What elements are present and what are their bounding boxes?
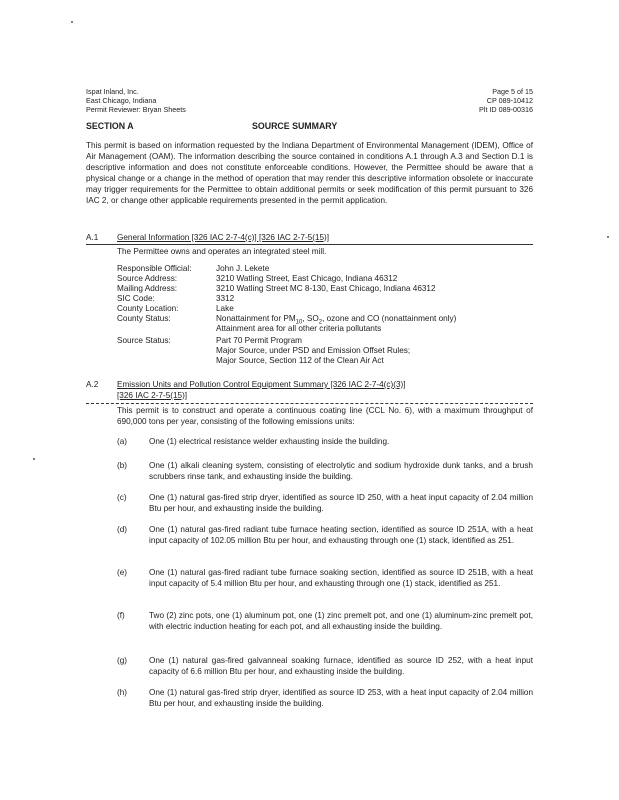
list-item-text: One (1) alkali cleaning system, consisting of electrolytic and sodium hydroxide dunk tanks, and a brush scrubbers rinse tank, and exhausting inside the building. <box>149 461 533 481</box>
a1-row-key: County Location: <box>117 304 179 313</box>
a1-row-value: Lake <box>216 304 234 313</box>
a1-heading: General Information [326 IAC 2-7-4(c)] [326 IAC 2-7-5(15)] <box>117 233 330 242</box>
a2-heading-line1: Emission Units and Pollution Control Equipment Summary [326 IAC 2-7-4(c)(3)] <box>117 380 406 389</box>
a1-row-value: Attainment area for all other criteria pollutants <box>216 324 382 333</box>
header-location: East Chicago, Indiana <box>86 96 157 105</box>
a1-row-value: 3210 Watling Street, East Chicago, Indiana 46312 <box>216 274 398 283</box>
a1-row-value: Nonattainment for $PM_{10}$, $SO_2$, ozone and CO (nonattainment only) <box>216 314 457 326</box>
header-left <box>86 87 186 114</box>
list-item-text: One (1) natural gas-fired strip dryer, identified as source ID 250, with a heat input capacity of 2.04 million Btu per hour, and exhausting inside the building. <box>149 493 533 513</box>
list-item-label: (f) <box>117 611 125 620</box>
a1-row-key: Source Address: <box>117 274 178 283</box>
list-item-text: One (1) natural gas-fired radiant tube furnace heating section, identified as source ID 251A, with a heat input capacity of 102.05 million Btu per hour, and exhausting through one (1) stack, identified as 251. <box>149 525 533 545</box>
list-item-label: (c) <box>117 493 127 502</box>
a1-lead: The Permittee owns and operates an integrated steel mill. <box>117 247 327 256</box>
a2-rule <box>86 403 533 404</box>
a1-number: A.1 <box>86 233 99 242</box>
section-label: SECTION A <box>86 121 134 131</box>
scan-speck <box>71 21 73 23</box>
intro-paragraph <box>86 140 533 206</box>
header-reviewer: Permit Reviewer: Bryan Sheets <box>86 105 186 114</box>
a2-heading-line2: [326 IAC 2-7-5(15)] <box>117 391 188 400</box>
header-plant-id: Plt ID 089-00316 <box>479 105 533 114</box>
a1-row-key: Responsible Official: <box>117 264 192 273</box>
a1-row-value: 3210 Watling Street MC 8-130, East Chicago, Indiana 46312 <box>216 284 436 293</box>
a1-row-value: Part 70 Permit Program <box>216 336 302 345</box>
a1-row-key: Mailing Address: <box>117 284 178 293</box>
scan-speck <box>33 458 35 460</box>
header-company: Ispat Inland, Inc. <box>86 87 139 96</box>
intro-text: This permit is based on information requested by the Indiana Department of Environmental Management (IDEM), Office of Air Management (OAM). The information describing the source contained in conditions A.1 through A.3 and Section D.1 is descriptive information and does not constitute enforceable conditions. However, the Permittee should be aware that a physical change or a change in the method of operation that may render this descriptive information obsolete or inaccurate may trigger requirements for the Permittee to obtain additional permits or seek modification of this permit pursuant to 326 IAC 2, or change other applicable requirements presented in the permit application. <box>86 141 533 205</box>
a1-row-key: SIC Code: <box>117 294 155 303</box>
header-page-number: Page 5 of 15 <box>492 87 533 96</box>
list-item-label: (b) <box>117 461 128 470</box>
a1-rule <box>86 244 533 245</box>
a1-row-value: 3312 <box>216 294 235 303</box>
a1-row-value: John J. Lekete <box>216 264 270 273</box>
list-item-text: One (1) electrical resistance welder exhausting inside the building. <box>149 437 390 446</box>
a1-row-key: County Status: <box>117 314 171 323</box>
a2-number: A.2 <box>86 380 99 389</box>
list-item-text: One (1) natural gas-fired strip dryer, identified as source ID 253, with a heat input capacity of 2.04 million Btu per hour, and exhausting inside the building. <box>149 688 533 708</box>
list-item-label: (d) <box>117 525 128 534</box>
a1-row-key: Source Status: <box>117 336 171 345</box>
list-item-text: One (1) natural gas-fired radiant tube furnace soaking section, identified as source ID 251B, with a heat input capacity of 5.4 million Btu per hour, and exhausting through one (1) stack, identified as 251. <box>149 568 533 588</box>
header-right <box>479 87 533 114</box>
list-item-label: (e) <box>117 568 128 577</box>
section-title: SOURCE SUMMARY <box>252 121 338 131</box>
list-item-label: (h) <box>117 688 128 697</box>
list-item-text: One (1) natural gas-fired galvanneal soaking furnace, identified as source ID 252, with a heat input capacity of 6.6 million Btu per hour, and exhausting inside the building. <box>149 656 533 676</box>
a2-lead: This permit is to construct and operate a continuous coating line (CCL No. 6), with a maximum throughput of 690,000 tons per year, consisting of the following emissions units: <box>117 406 533 426</box>
a1-row-value: Major Source, Section 112 of the Clean Air Act <box>216 356 384 365</box>
list-item-label: (a) <box>117 437 128 446</box>
list-item-text: Two (2) zinc pots, one (1) aluminum pot, one (1) zinc premelt pot, and one (1) aluminum-zinc premelt pot, with electric induction heating for each pot, and all exhausting inside the building. <box>149 611 533 631</box>
scan-speck <box>607 236 609 238</box>
list-item-label: (g) <box>117 656 128 665</box>
header-permit-number: CP 089-10412 <box>486 96 533 105</box>
a1-row-value: Major Source, under PSD and Emission Offset Rules; <box>216 346 411 355</box>
